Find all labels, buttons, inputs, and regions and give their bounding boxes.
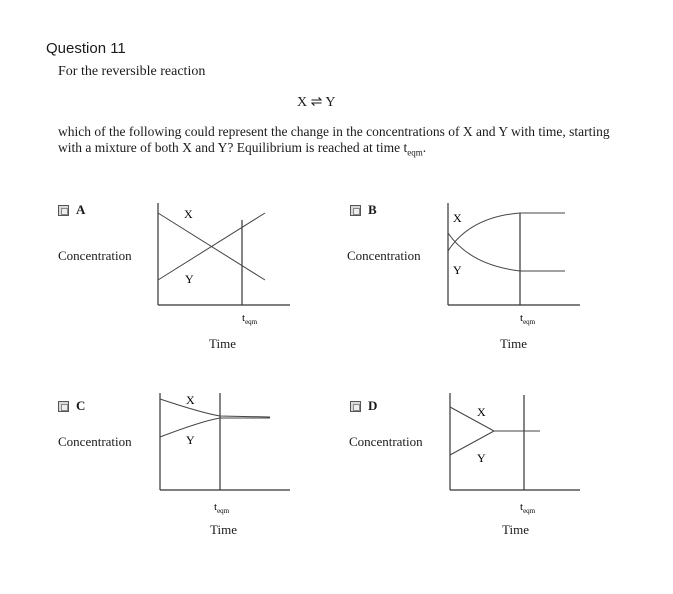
checkbox-icon[interactable] <box>58 205 69 216</box>
series-x-label: X <box>184 207 193 221</box>
checkbox-icon[interactable] <box>350 205 361 216</box>
option-letter: A <box>76 202 86 217</box>
series-x-label: X <box>453 211 462 225</box>
option-b-choice[interactable] <box>350 202 377 218</box>
option-letter: C <box>76 398 86 413</box>
checkbox-icon[interactable] <box>58 401 69 412</box>
teqm-label: $t_{eqm}$ <box>214 501 230 515</box>
prompt-end: . <box>422 140 427 155</box>
question-title: Question 11 <box>46 40 126 57</box>
series-y-label: Y <box>186 433 195 447</box>
y-axis-label: Concentration <box>58 434 132 449</box>
question-intro: For the reversible reaction <box>58 64 206 79</box>
prompt-text: which of the following could represent the change in the concentrations of X and Y with time, starting with a mixture of both X and Y? Equilibrium is reached at time t <box>58 124 610 155</box>
series-y-label: Y <box>185 272 194 286</box>
option-letter: D <box>368 398 378 413</box>
y-axis-label: Concentration <box>347 248 421 263</box>
series-x-label: X <box>477 405 486 419</box>
graph-c <box>152 385 302 520</box>
reaction-equation: X ⇌ Y <box>297 95 336 110</box>
option-d-choice[interactable] <box>350 398 377 414</box>
x-axis-label: Time <box>210 522 237 537</box>
graph-b <box>440 195 590 330</box>
option-c-choice[interactable] <box>58 398 85 414</box>
series-x-label: X <box>186 393 195 407</box>
graph-d <box>442 385 592 520</box>
option-letter: B <box>368 202 377 217</box>
checkbox-icon[interactable] <box>350 401 361 412</box>
x-axis-label: Time <box>209 336 236 351</box>
y-axis-label: Concentration <box>349 434 423 449</box>
question-prompt <box>58 124 618 161</box>
series-y-label: Y <box>453 263 462 277</box>
option-a-choice[interactable] <box>58 202 85 218</box>
graph-a <box>150 195 300 330</box>
teqm-label: $t_{eqm}$ <box>242 312 258 326</box>
prompt-subscript: eqm <box>407 147 423 158</box>
x-axis-label: Time <box>500 336 527 351</box>
x-axis-label: Time <box>502 522 529 537</box>
teqm-label: $t_{eqm}$ <box>520 312 536 326</box>
y-axis-label: Concentration <box>58 248 132 263</box>
series-y-label: Y <box>477 451 486 465</box>
teqm-label: $t_{eqm}$ <box>520 501 536 515</box>
